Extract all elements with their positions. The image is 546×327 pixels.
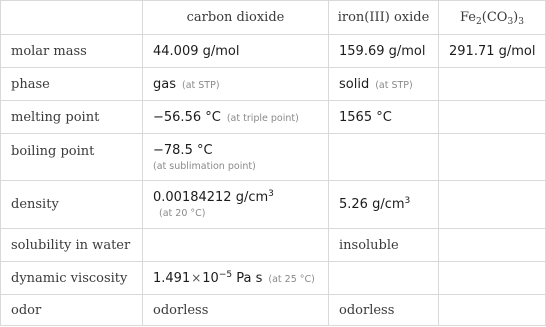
row-density bbox=[1, 181, 546, 229]
boiling-point-fe2co33-empty bbox=[439, 134, 546, 181]
label-odor: odor bbox=[1, 295, 143, 326]
molar-mass-fe2co33: 291.71 g/mol bbox=[439, 35, 546, 68]
melting-point-fe2o3: 1565 °C bbox=[329, 101, 439, 134]
phase-co2: gas (at STP) bbox=[143, 68, 329, 101]
row-odor bbox=[1, 295, 546, 326]
solubility-fe2o3: insoluble bbox=[329, 229, 439, 262]
label-molar-mass: molar mass bbox=[1, 35, 143, 68]
row-melting-point bbox=[1, 101, 546, 134]
density-fe2o3: 5.26 $g/cm^3$ bbox=[329, 181, 439, 229]
row-molar-mass bbox=[1, 35, 546, 68]
phase-fe2co33-empty bbox=[439, 68, 546, 101]
label-viscosity: dynamic viscosity bbox=[1, 262, 143, 295]
row-phase bbox=[1, 68, 546, 101]
header-iron-oxide: iron(III) oxide bbox=[329, 1, 439, 35]
density-co2: 0.00184212 $g/cm^3$ (at 20 °C) bbox=[143, 181, 329, 229]
boiling-point-co2: −78.5 °C (at sublimation point) bbox=[143, 134, 329, 181]
viscosity-fe2o3-empty bbox=[329, 262, 439, 295]
label-solubility: solubility in water bbox=[1, 229, 143, 262]
solubility-fe2co33-empty bbox=[439, 229, 546, 262]
header-row bbox=[1, 1, 546, 35]
solubility-co2-empty bbox=[143, 229, 329, 262]
phase-fe2o3: solid (at STP) bbox=[329, 68, 439, 101]
viscosity-co2: $1.491\times 10^{-5}$ Pa s (at 25 °C) bbox=[143, 262, 329, 295]
melting-point-co2: −56.56 °C (at triple point) bbox=[143, 101, 329, 134]
label-density: density bbox=[1, 181, 143, 229]
row-viscosity bbox=[1, 262, 546, 295]
header-iron-carbonate: $Fe_2(CO_3)_3$ bbox=[439, 1, 546, 35]
header-empty-cell bbox=[1, 1, 143, 35]
label-melting-point: melting point bbox=[1, 101, 143, 134]
label-boiling-point: boiling point bbox=[1, 134, 143, 181]
row-solubility bbox=[1, 229, 546, 262]
viscosity-fe2co33-empty bbox=[439, 262, 546, 295]
molar-mass-fe2o3: 159.69 g/mol bbox=[329, 35, 439, 68]
melting-point-fe2co33-empty bbox=[439, 101, 546, 134]
molar-mass-co2: 44.009 g/mol bbox=[143, 35, 329, 68]
boiling-point-fe2o3-empty bbox=[329, 134, 439, 181]
odor-fe2co33-empty bbox=[439, 295, 546, 326]
odor-fe2o3: odorless bbox=[329, 295, 439, 326]
label-phase: phase bbox=[1, 68, 143, 101]
density-fe2co33-empty bbox=[439, 181, 546, 229]
odor-co2: odorless bbox=[143, 295, 329, 326]
row-boiling-point bbox=[1, 134, 546, 181]
header-carbon-dioxide: carbon dioxide bbox=[143, 1, 329, 35]
